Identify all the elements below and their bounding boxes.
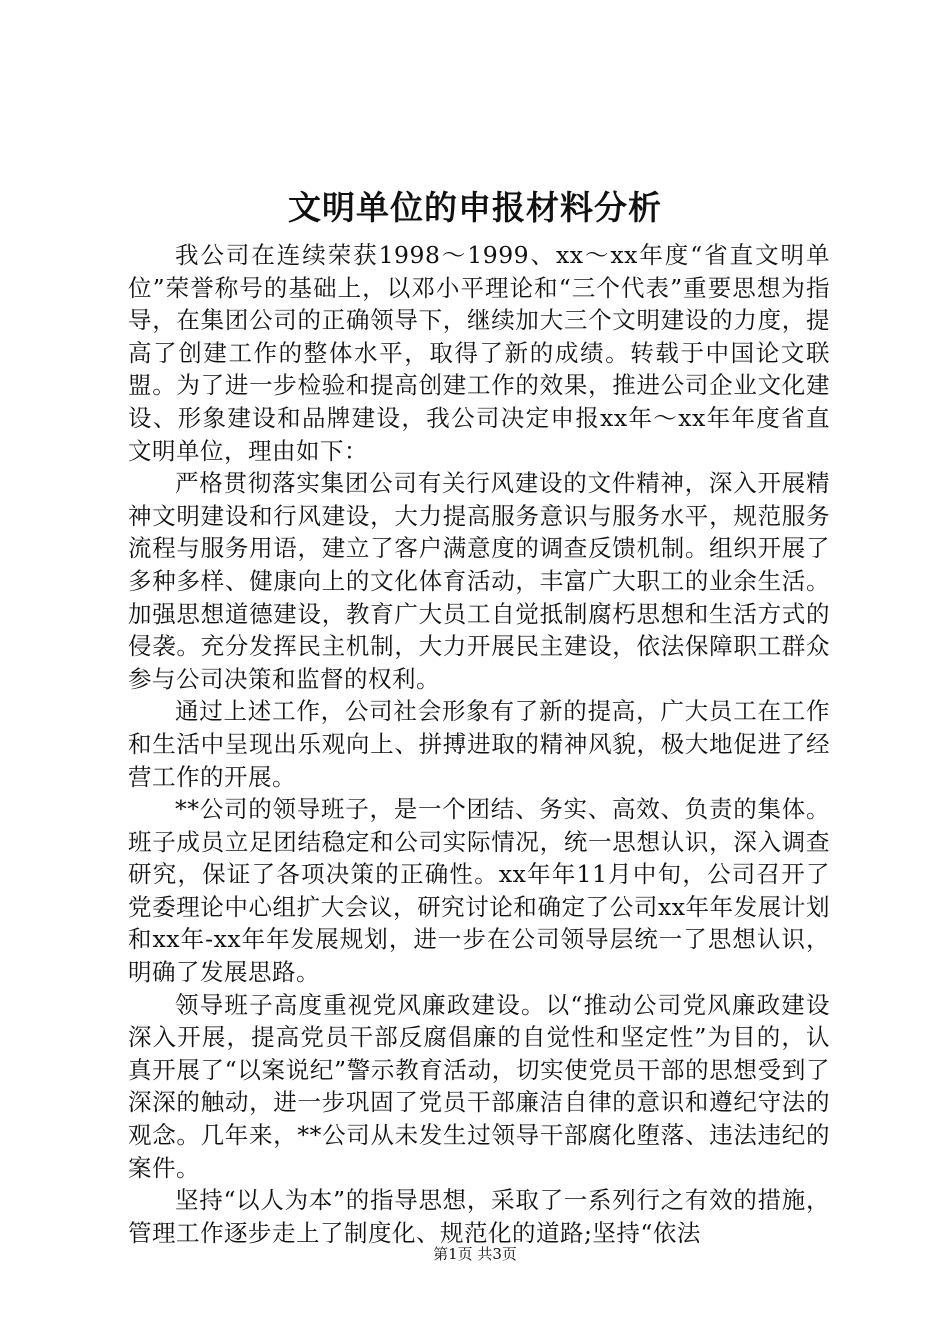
paragraph-4: **公司的领导班子，是一个团结、务实、高效、负责的集体。班子成员立足团结稳定和公司实际情况，统一思想认识，深入调查研究，保证了各项决策的正确性。xx年年11月中旬，公司召开了党委理论中心组扩大会议，研究讨论和确定了公司xx年年发展计划和xx年-xx年年发展规划，进一步在公司领导层统一了思想认识，明确了发展思路。 xyxy=(128,795,830,987)
paragraph-5: 领导班子高度重视党风廉政建设。以“推动公司党风廉政建设深入开展，提高党员干部反腐倡廉的自觉性和坚定性”为目的，认真开展了“以案说纪”警示教育活动，切实使党员干部的思想受到了深深的触动，进一步巩固了党员干部廉洁自律的意识和遵纪守法的观念。几年来，**公司从未发生过领导干部腐化堕落、违法违纪的案件。 xyxy=(128,990,830,1182)
paragraph-2: 严格贯彻落实集团公司有关行风建设的文件精神，深入开展精神文明建设和行风建设，大力提高服务意识与服务水平，规范服务流程与服务用语，建立了客户满意度的调查反馈机制。组织开展了多种多样、健康向上的文化体育活动，丰富广大职工的业余生活。加强思想道德建设，教育广大员工自觉抵制腐朽思想和生活方式的侵袭。充分发挥民主机制，大力开展民主建设，依法保障职工群众参与公司决策和监督的权利。 xyxy=(128,469,830,693)
paragraph-3: 通过上述工作，公司社会形象有了新的提高，广大员工在工作和生活中呈现出乐观向上、拼搏进取的精神风貌，极大地促进了经营工作的开展。 xyxy=(128,697,830,791)
page-number-footer: 第1页 共3页 xyxy=(433,1245,517,1263)
paragraph-1: 我公司在连续荣获1998～1999、xx～xx年度“省直文明单位”荣誉称号的基础上，以邓小平理论和“三个代表”重要思想为指导，在集团公司的正确领导下，继续加大三个文明建设的力度，提高了创建工作的整体水平，取得了新的成绩。转载于中国论文联盟。为了进一步检验和提高创建工作的效果，推进公司企业文化建设、形象建设和品牌建设，我公司决定申报xx年～xx年年度省直文明单位，理由如下： xyxy=(128,241,830,465)
paragraph-6: 坚持“以人为本”的指导思想，采取了一系列行之有效的措施，管理工作逐步走上了制度化、规范化的道路;坚持“依法 xyxy=(128,1186,830,1247)
document-body xyxy=(128,239,830,1249)
document-title: 文明单位的申报材料分析 xyxy=(288,188,662,227)
